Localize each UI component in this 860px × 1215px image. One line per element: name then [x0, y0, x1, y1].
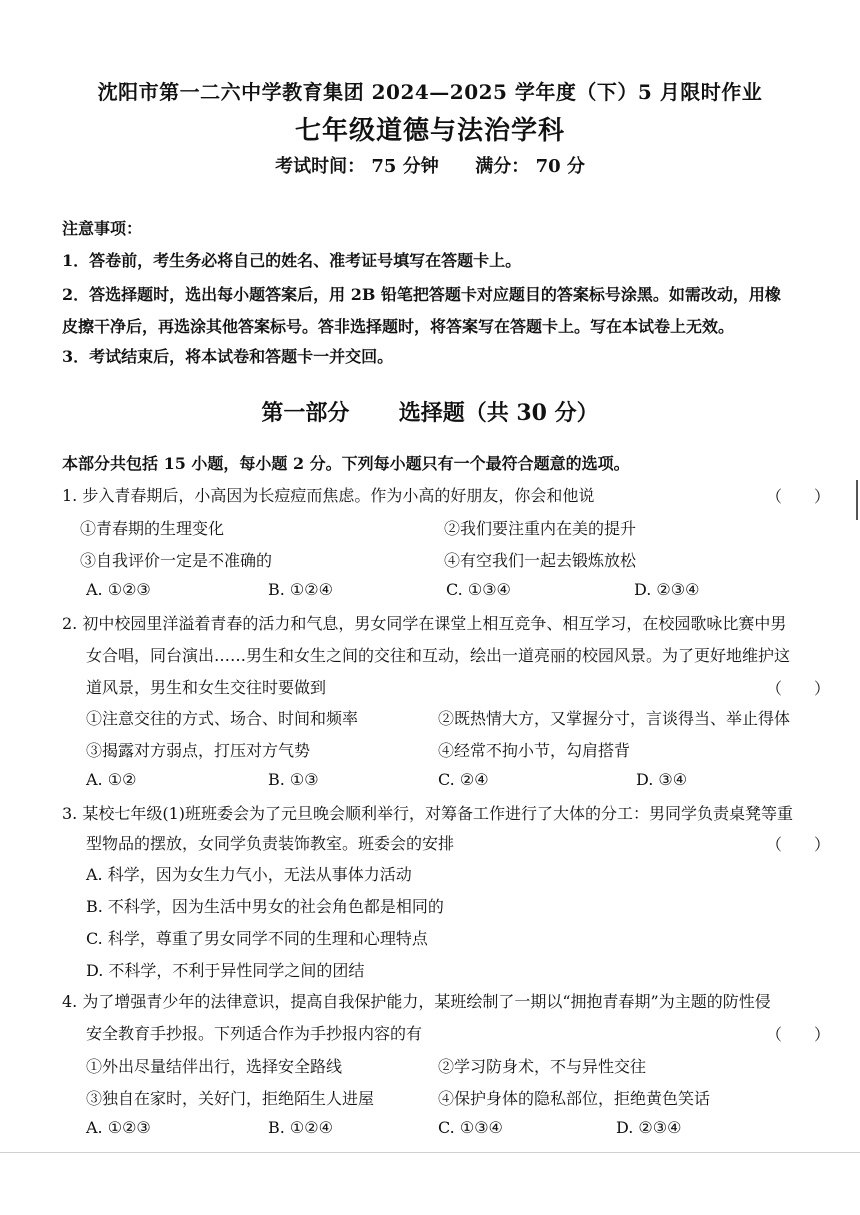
section-part: 第一部分	[261, 400, 350, 426]
scan-edge-mark	[856, 480, 858, 520]
q1-choice: A. ①②③	[86, 580, 151, 599]
question-4-stem: 安全教育手抄报。下列适合作为手抄报内容的有	[86, 1024, 423, 1043]
q3-choice: B. 不科学，因为生活中男女的社会角色都是相同的	[86, 897, 444, 916]
question-2-stem: 2. 初中校园里洋溢着青春的活力和气息，男女同学在课堂上相互竞争、相互学习，在校园歌咏比赛中男	[62, 614, 787, 633]
q3-choice: C. 科学，尊重了男女同学不同的生理和心理特点	[86, 929, 428, 948]
q3-choice: D. 不科学，不利于异性同学之间的团结	[86, 961, 365, 980]
q3-choice: A. 科学，因为女生力气小，无法从事体力活动	[86, 865, 412, 884]
q1-item: ④有空我们一起去锻炼放松	[444, 551, 637, 570]
time-value: 75 分钟	[371, 156, 439, 177]
q2-choice: D. ③④	[636, 770, 688, 789]
q4-choice: C. ①③④	[438, 1118, 503, 1137]
notice-item: 1．答卷前，考生务必将自己的姓名、准考证号填写在答题卡上。	[62, 251, 522, 270]
score-label: 满分：	[475, 156, 530, 177]
q2-item: ①注意交往的方式、场合、时间和频率	[86, 709, 359, 728]
q4-item: ④保护身体的隐私部位，拒绝黄色笑话	[438, 1089, 711, 1108]
section-instruction: 本部分共包括 15 小题，每小题 2 分。下列每小题只有一个最符合题意的选项。	[62, 454, 630, 473]
question-1-stem: 1. 步入青春期后，小高因为长痘痘而焦虑。作为小高的好朋友，你会和他说	[62, 486, 595, 505]
question-2-stem: 女合唱，同台演出……男生和女生之间的交往和互动，绘出一道亮丽的校园风景。为了更好地维护这	[86, 646, 791, 665]
section-heading: 选择题（共 30 分）	[398, 400, 599, 426]
q1-choice: C. ①③④	[446, 580, 511, 599]
q1-choice: D. ②③④	[634, 580, 700, 599]
q2-choice: C. ②④	[438, 770, 489, 789]
notice-item: 2．答选择题时，选出每小题答案后，用 2B 铅笔把答题卡对应题目的答案标号涂黑。如需改动，用橡	[62, 285, 781, 304]
score-value: 70 分	[535, 156, 585, 177]
q1-item: ②我们要注重内在美的提升	[444, 519, 637, 538]
page-bottom-divider	[0, 1152, 860, 1153]
q2-item: ④经常不拘小节，勾肩搭背	[438, 741, 631, 760]
time-label: 考试时间：	[275, 156, 366, 177]
q4-item: ③独自在家时，关好门，拒绝陌生人进屋	[86, 1089, 375, 1108]
question-3-stem: 型物品的摆放，女同学负责装饰教室。班委会的安排	[86, 834, 455, 853]
q4-choice: A. ①②③	[86, 1118, 151, 1137]
question-4-stem: 4. 为了增强青少年的法律意识，提高自我保护能力，某班绘制了一期以“拥抱青春期”为主题的防性侵	[62, 992, 771, 1011]
exam-header-info	[0, 152, 860, 178]
q4-item: ②学习防身术，不与异性交往	[438, 1057, 647, 1076]
q2-item: ②既热情大方，又掌握分寸，言谈得当、举止得体	[438, 709, 791, 728]
question-2-stem: 道风景，男生和女生交往时要做到	[86, 678, 327, 697]
q2-item: ③揭露对方弱点，打压对方气势	[86, 741, 311, 760]
section-title	[0, 396, 860, 427]
answer-bracket: （ ）	[766, 1025, 831, 1044]
answer-bracket: （ ）	[766, 835, 831, 854]
answer-bracket: （ ）	[766, 487, 831, 506]
exam-header-school: 沈阳市第一二六中学教育集团 2024—2025 学年度（下）5 月限时作业	[97, 80, 763, 104]
q1-item: ③自我评价一定是不准确的	[80, 551, 273, 570]
q4-choice: B. ①②④	[268, 1118, 333, 1137]
notice-item: 皮擦干净后，再选涂其他答案标号。答非选择题时，将答案写在答题卡上。写在本试卷上无效。	[62, 317, 735, 336]
notice-title: 注意事项：	[62, 219, 143, 238]
notice-item: 3．考试结束后，将本试卷和答题卡一并交回。	[62, 347, 394, 366]
q2-choice: A. ①②	[86, 770, 137, 789]
answer-bracket: （ ）	[766, 679, 831, 698]
q1-item: ①青春期的生理变化	[80, 519, 225, 538]
q1-choice: B. ①②④	[268, 580, 333, 599]
exam-header-subject: 七年级道德与法治学科	[294, 116, 565, 146]
q2-choice: B. ①③	[268, 770, 319, 789]
question-3-stem: 3. 某校七年级(1)班班委会为了元旦晚会顺利举行，对筹备工作进行了大体的分工：男同学负责桌凳等重	[62, 804, 794, 823]
q4-choice: D. ②③④	[616, 1118, 682, 1137]
q4-item: ①外出尽量结伴出行，选择安全路线	[86, 1057, 343, 1076]
